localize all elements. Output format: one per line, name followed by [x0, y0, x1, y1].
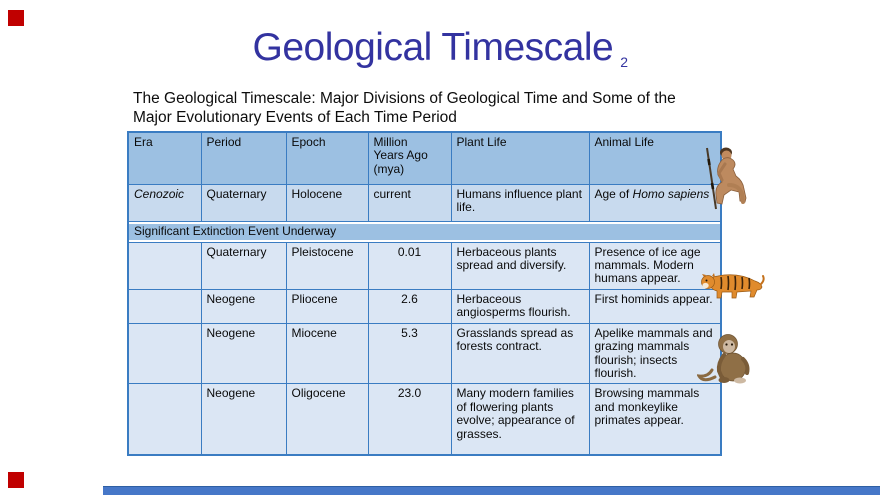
cell-animal-life: Presence of ice age mammals. Modern humans appear. [589, 242, 721, 289]
cell-era [128, 289, 201, 323]
table-header-row [128, 132, 721, 184]
cell-mya: 2.6 [368, 289, 451, 323]
cell-epoch: Oligocene [286, 384, 368, 455]
cell-plant-life: Grasslands spread as forests contract. [451, 323, 589, 384]
cell-epoch: Pleistocene [286, 242, 368, 289]
cell-mya: current [368, 184, 451, 221]
table-row-pliocene [128, 289, 721, 323]
cell-period: Quaternary [201, 184, 286, 221]
table-row-miocene [128, 323, 721, 384]
header-era: Era [128, 132, 201, 184]
cell-epoch: Miocene [286, 323, 368, 384]
title-subscript: 2 [620, 54, 628, 70]
page-title [0, 26, 880, 70]
cell-animal-life: Browsing mammals and monkeylike primates appear. [589, 384, 721, 455]
cell-animal-life: Age of Homo sapiens [589, 184, 721, 221]
table-row-oligocene [128, 384, 721, 455]
cell-plant-life: Many modern families of flowering plants evolve; appearance of grasses. [451, 384, 589, 455]
cell-plant-life: Herbaceous plants spread and diversify. [451, 242, 589, 289]
page-title-text: Geological Timescale [252, 26, 614, 69]
header-epoch: Epoch [286, 132, 368, 184]
cell-plant-life: Humans influence plant life. [451, 184, 589, 221]
cell-mya: 5.3 [368, 323, 451, 384]
header-mya: Million Years Ago (mya) [368, 132, 451, 184]
red-accent-square-top-left [8, 10, 24, 26]
extinction-banner-row [128, 221, 721, 242]
cell-era [128, 384, 201, 455]
extinction-banner-text: Significant Extinction Event Underway [128, 221, 721, 242]
monkey-image [697, 329, 759, 386]
header-animal-life: Animal Life [589, 132, 721, 184]
cell-mya: 23.0 [368, 384, 451, 455]
cell-epoch: Pliocene [286, 289, 368, 323]
red-accent-square-bottom-left [8, 472, 24, 488]
cell-animal-life: Apelike mammals and grazing mammals flourish; insects flourish. [589, 323, 721, 384]
cell-mya: 0.01 [368, 242, 451, 289]
cell-era: Cenozoic [128, 184, 201, 221]
table-row-pleistocene [128, 242, 721, 289]
cell-period: Neogene [201, 384, 286, 455]
hominid-with-spear-image [699, 145, 757, 215]
header-period: Period [201, 132, 286, 184]
slide-subtitle [133, 90, 676, 128]
table-row-holocene [128, 184, 721, 221]
cell-period: Quaternary [201, 242, 286, 289]
subtitle-line-1: The Geological Timescale: Major Divisions of Geological Time and Some of the [133, 90, 676, 107]
cell-plant-life: Herbaceous angiosperms flourish. [451, 289, 589, 323]
cell-era [128, 242, 201, 289]
header-plant-life: Plant Life [451, 132, 589, 184]
footer-rule-bar [103, 486, 880, 495]
subtitle-line-2: Major Evolutionary Events of Each Time Period [133, 108, 457, 126]
cell-epoch: Holocene [286, 184, 368, 221]
geological-timescale-table [127, 131, 722, 456]
cell-period: Neogene [201, 289, 286, 323]
cell-period: Neogene [201, 323, 286, 384]
cell-animal-life: First hominids appear. [589, 289, 721, 323]
tiger-image [699, 271, 765, 304]
cell-era [128, 323, 201, 384]
